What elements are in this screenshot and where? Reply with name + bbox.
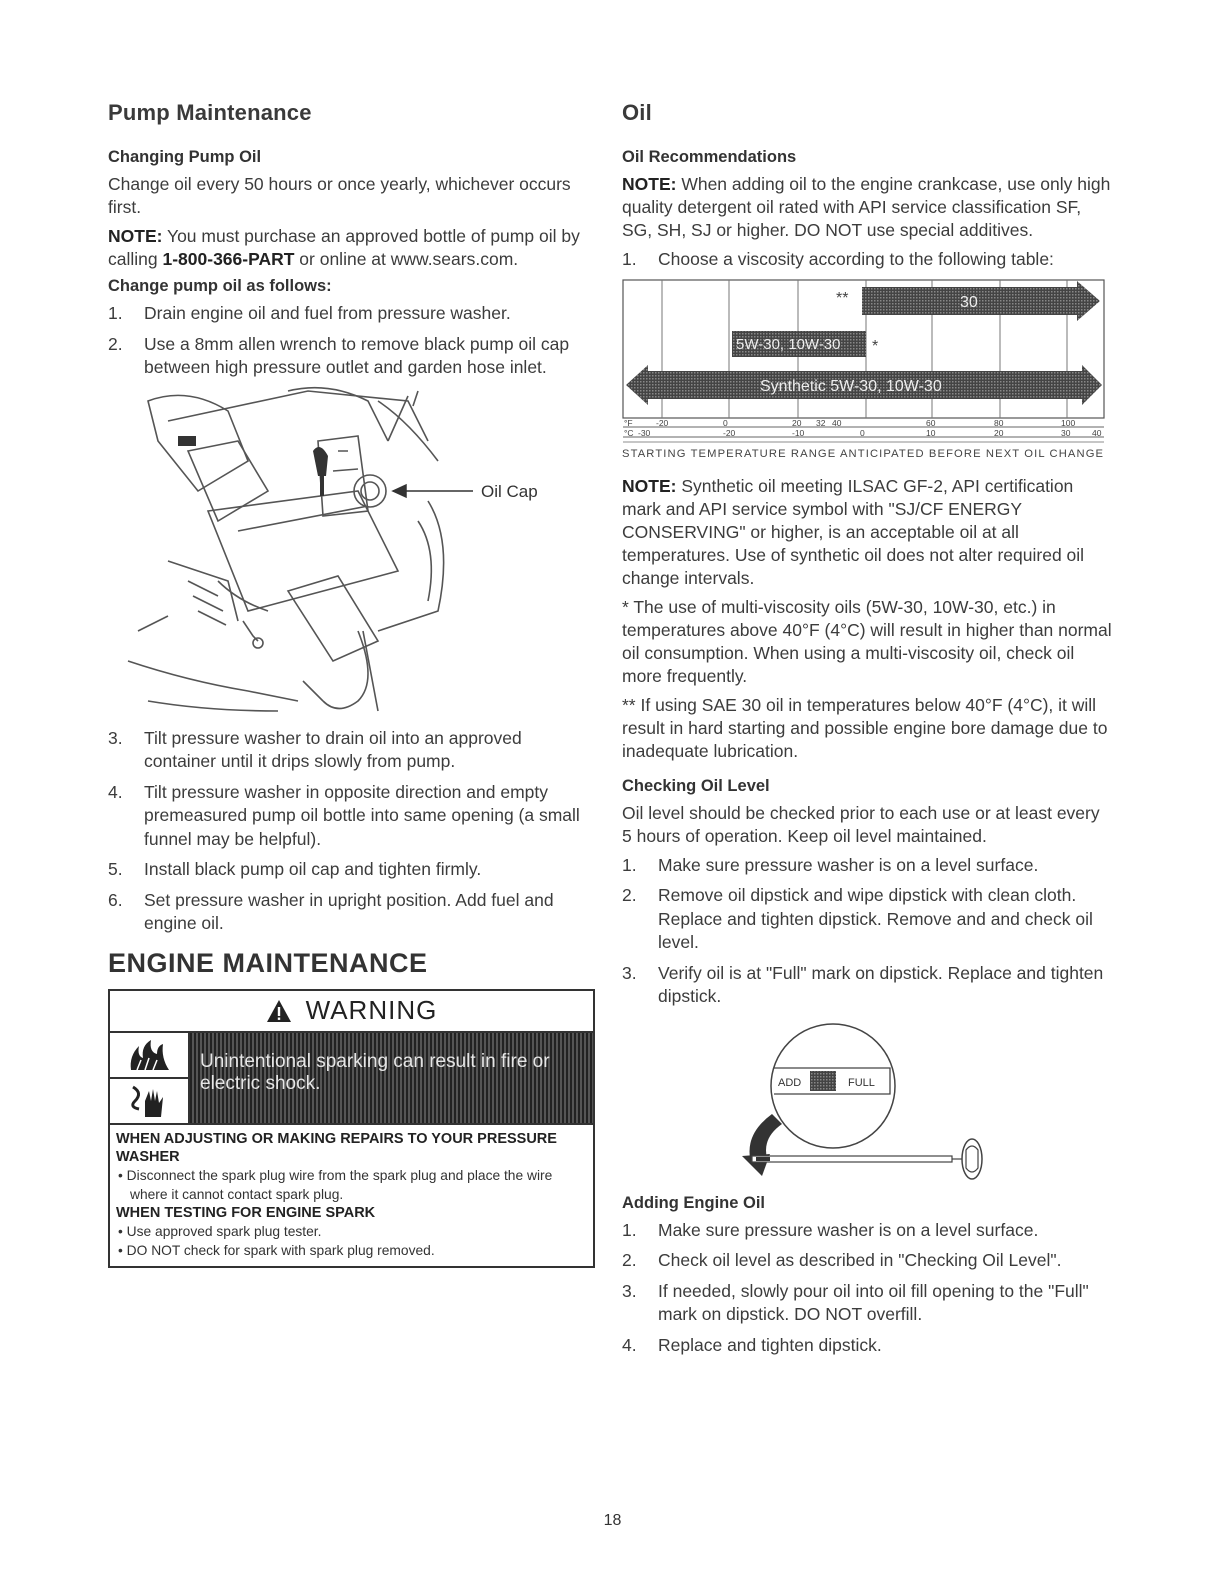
change-as-follows: Change pump oil as follows: [108, 277, 332, 295]
oil-cap-label: Oil Cap [481, 481, 538, 501]
engine-maintenance-title: ENGINE MAINTENANCE [108, 947, 428, 978]
adding-engine-oil-title: Adding Engine Oil [622, 1193, 765, 1212]
step-text: Make sure pressure washer is on a level surface. [658, 854, 1039, 875]
tick-label: 10 [926, 427, 936, 438]
tick-label: -20 [656, 417, 669, 428]
list-item [108, 727, 593, 774]
list-item [622, 1280, 1112, 1327]
checking-oil-level-title: Checking Oil Level [622, 776, 770, 795]
step-number: 3. [622, 1280, 637, 1301]
warning-header [110, 991, 593, 1033]
right-column [622, 100, 1112, 1364]
tick-label: 60 [926, 417, 936, 428]
pump-maintenance-title: Pump Maintenance [108, 100, 312, 125]
list-item [622, 1334, 1112, 1358]
step-text: Verify oil is at "Full" mark on dipstick. Replace and tighten dipstick. [658, 962, 1104, 1006]
synthetic-note: NOTE: Synthetic oil meeting ILSAC GF-2, API certification mark and API service symbol with "SJ/CF ENERGY CONSERVING" or higher, is an acceptable oil at all temperatures. Use of synthetic oil does not alter required oil change intervals. [622, 475, 1085, 588]
adding-steps [622, 1219, 1112, 1358]
step-text: Use a 8mm allen wrench to remove black pump oil cap between high pressure outlet and garden hose inlet. [144, 333, 570, 377]
list-item [622, 884, 1112, 955]
warning-bullet-3: • DO NOT check for spark with spark plug removed. [118, 1242, 435, 1258]
step-text: Tilt pressure washer to drain oil into an approved container until it drips slowly from pump. [144, 727, 522, 771]
step-number: 1. [622, 854, 637, 875]
list-item [108, 302, 593, 326]
dipstick-drawing [622, 1016, 1112, 1186]
list-item [622, 854, 1112, 878]
tick-label: 20 [994, 427, 1004, 438]
dipstick-add-label: ADD [778, 1076, 802, 1089]
list-item [622, 1219, 1112, 1243]
step-number: 4. [622, 1334, 637, 1355]
double-star: ** [836, 289, 849, 307]
note-label: NOTE: [622, 174, 677, 194]
celsius-label: °C [624, 427, 634, 438]
dipstick-illustration [622, 1016, 1112, 1186]
pump-illustration [108, 381, 593, 721]
phone-number: 1-800-366-PART [162, 249, 295, 269]
warning-message: Unintentional sparking can result in fire or electric shock. [190, 1033, 593, 1123]
fire-icon [110, 1033, 188, 1079]
bar-synthetic-label: Synthetic 5W-30, 10W-30 [760, 377, 942, 395]
check-steps [622, 854, 1112, 1009]
step-number: 5. [108, 859, 123, 879]
step-text: Drain engine oil and fuel from pressure washer. [144, 303, 511, 323]
list-item [622, 962, 1112, 1009]
note-label: NOTE: [108, 226, 163, 246]
tick-label: 32 [816, 417, 826, 428]
list-item [108, 889, 593, 936]
changing-pump-oil-title: Changing Pump Oil [108, 148, 262, 166]
step-text: Check oil level as described in "Checking Oil Level". [658, 1250, 1062, 1270]
pump-steps-a [108, 302, 593, 380]
list-item [108, 858, 593, 882]
list-item: 1. Choose a viscosity according to the following table: [622, 249, 1054, 269]
tick-label: 0 [723, 417, 728, 428]
list-item [622, 1249, 1112, 1273]
step-text: Replace and tighten dipstick. [658, 1334, 882, 1355]
step-number: 3. [108, 727, 123, 748]
warning-bullet-2: • Use approved spark plug tester. [118, 1223, 322, 1239]
dipstick-full-label: FULL [848, 1076, 875, 1089]
rec-steps [622, 248, 1112, 272]
viscosity-chart-svg [622, 279, 1105, 469]
warning-title: WARNING [305, 995, 438, 1025]
warning-icons [110, 1033, 190, 1123]
step-number: 2. [108, 333, 123, 354]
list-item [108, 781, 593, 852]
tick-label: 40 [832, 417, 842, 428]
star-note: * The use of multi-viscosity oils (5W-30, 10W-30, etc.) in temperatures above 40°F (4°C) will result in higher than normal oil consumption. When using a multi-viscosity oil, check oil more frequently. [622, 596, 1112, 686]
tick-label: 100 [1061, 417, 1076, 428]
single-star: * [872, 337, 879, 355]
tick-label: 20 [792, 417, 802, 428]
warning-bullet-1: • Disconnect the spark plug wire from the spark plug and place the wire where it cannot contact spark plug. [118, 1167, 553, 1202]
warning-heading-1: WHEN ADJUSTING OR MAKING REPAIRS TO YOUR PRESSURE WASHER [116, 1130, 557, 1165]
step-number: 3. [622, 962, 637, 983]
pump-note [108, 225, 593, 271]
tick-label: -30 [638, 427, 651, 438]
warning-box [108, 989, 595, 1268]
oil-recommendations-title: Oil Recommendations [622, 148, 797, 166]
tick-label: 40 [1092, 427, 1102, 438]
tick-label: -20 [723, 427, 736, 438]
double-star-note: ** If using SAE 30 oil in temperatures below 40°F (4°C), it will result in hard starting and possible engine bore damage due to inadequate lubrication. [622, 694, 1108, 761]
list-item [108, 333, 593, 380]
tick-label: 80 [994, 417, 1004, 428]
step-number: 2. [622, 885, 637, 905]
oil-title: Oil [622, 100, 652, 125]
fahrenheit-label: °F [624, 417, 633, 428]
step-number: 4. [108, 781, 123, 802]
bar-5w30-label: 5W-30, 10W-30 [736, 335, 841, 353]
changing-text: Change oil every 50 hours or once yearly, whichever occurs first. [108, 174, 571, 217]
warning-triangle-icon [266, 999, 292, 1023]
pump-steps-b [108, 727, 593, 936]
rec-note: NOTE: When adding oil to the engine crankcase, use only high quality detergent oil rated with API service classification SF, SG, SH, SJ or higher. DO NOT use special additives. [622, 174, 1111, 240]
warning-heading-2: WHEN TESTING FOR ENGINE SPARK [116, 1204, 376, 1221]
checking-text: Oil level should be checked prior to each use or at least every 5 hours of operation. Keep oil level maintained. [622, 802, 1100, 846]
step-number: 6. [108, 889, 123, 910]
note-text-1: You must purchase an approved bottle of pump oil by calling [108, 226, 580, 269]
step-number: 1. [108, 303, 123, 323]
warning-body [110, 1125, 593, 1266]
step-number: 1. [622, 1219, 637, 1240]
step-text: Remove oil dipstick and wipe dipstick with clean cloth. Replace and tighten dipstick. Remove and and check oil level. [658, 885, 1093, 952]
tick-label: 30 [1061, 427, 1071, 438]
step-number: 2. [622, 1250, 637, 1270]
tick-label: -10 [792, 427, 805, 438]
warning-band [110, 1033, 593, 1125]
step-text: Tilt pressure washer in opposite direction and empty premeasured pump oil bottle into same opening (a small funnel may be helpful). [144, 781, 580, 849]
viscosity-chart [622, 279, 1105, 469]
step-text: Set pressure washer in upright position. Add fuel and engine oil. [144, 889, 554, 933]
page-number: 18 [603, 1512, 622, 1529]
pump-drawing [108, 381, 593, 721]
electric-shock-icon [110, 1079, 188, 1123]
bar-30 [862, 281, 1100, 321]
chart-caption: STARTING TEMPERATURE RANGE ANTICIPATED BEFORE NEXT OIL CHANGE [622, 447, 1103, 460]
step-text: Install black pump oil cap and tighten firmly. [144, 859, 482, 879]
bar-30-label: 30 [960, 293, 978, 311]
note-text-2: or online at www.sears.com. [294, 249, 519, 269]
tick-label: 0 [860, 427, 865, 438]
left-column [108, 100, 593, 1268]
step-text: Make sure pressure washer is on a level surface. [658, 1219, 1039, 1240]
step-text: If needed, slowly pour oil into oil fill opening to the "Full" mark on dipstick. DO NOT overfill. [658, 1280, 1089, 1324]
